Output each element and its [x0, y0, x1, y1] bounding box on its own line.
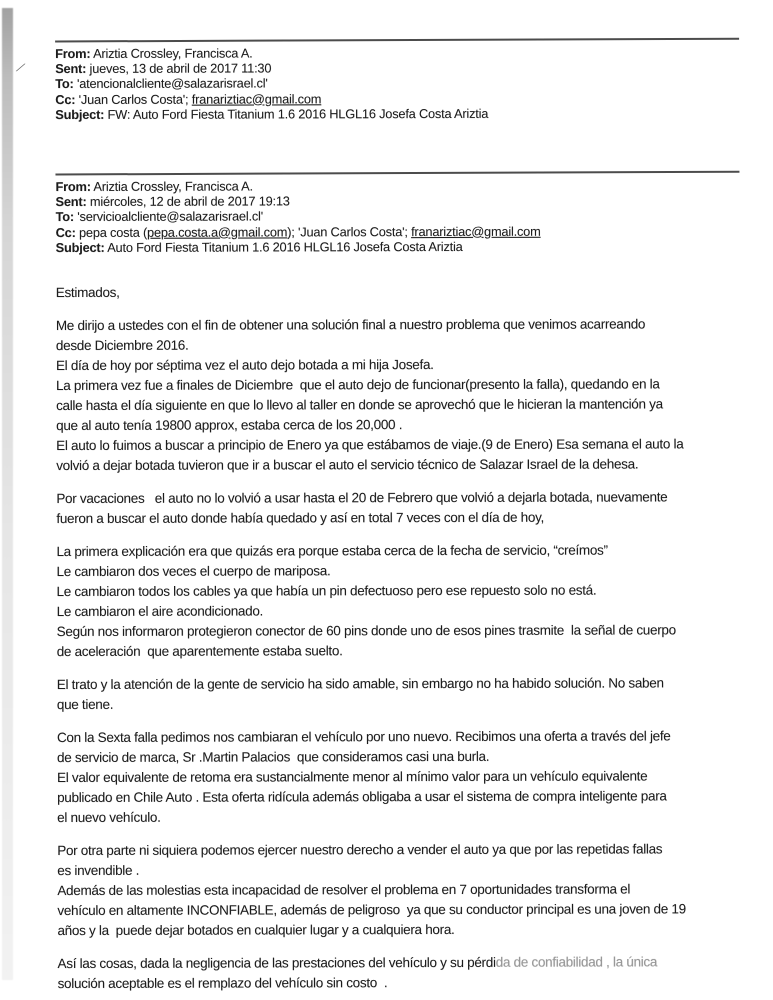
from-value: Ariztia Crossley, Francisca A. — [93, 45, 253, 61]
text-line: Estimados, — [55, 284, 120, 301]
text-line: fueron a buscar el auto donde había quedado y así en total 7 veces con el día de hoy, — [56, 509, 545, 527]
text-line: solución aceptable es el remplazo del vehículo sin costo . — [57, 975, 388, 992]
text-line: El trato y la atención de la gente de servicio ha sido amable, sin embargo no ha habido solución. No saben — [56, 675, 664, 693]
to-value: 'servicioalcliente@salazarisrael.cl' — [77, 208, 263, 225]
cc-label: Cc: — [55, 91, 76, 107]
paragraph — [57, 673, 741, 715]
header-from-line — [55, 44, 739, 61]
email-header-forwarded — [55, 44, 739, 122]
email-body — [56, 281, 742, 994]
text-line: que tiene. — [56, 696, 114, 713]
sent-value: miércoles, 12 de abril de 2017 19:13 — [89, 193, 290, 210]
text-segment: Así las cosas, dada la negligencia de las prestaciones del vehículo y su pérdi — [57, 954, 496, 972]
text-line: El auto lo fuimos a buscar a principio de Enero ya que estábamos de viaje.(9 de Enero) Esa semana el auto la — [56, 436, 684, 454]
text-line: publicado en Chile Auto . Esta oferta ridícula además obligaba a usar el sistema de compra inteligente para — [57, 788, 667, 806]
text-line: es invendible . — [57, 862, 140, 879]
text-line: El valor equivalente de retoma era sustancialmente menor al mínimo valor para un vehículo equivalente — [57, 768, 648, 786]
text-line: vehículo en altamente INCONFIABLE, además de peligroso ya que su conductor principal es una joven de 19 — [57, 901, 686, 919]
from-value: Ariztia Crossley, Francisca A. — [93, 178, 253, 194]
cc-value: pepa costa ( — [78, 224, 148, 240]
text-line: desde Diciembre 2016. — [55, 337, 189, 354]
divider-middle — [55, 171, 739, 176]
to-label: To: — [55, 76, 74, 92]
paragraph — [56, 540, 740, 662]
cc-label: Cc: — [55, 224, 76, 240]
text-line: años y la puede dejar botados en cualquier lugar y a cualquiera hora. — [57, 921, 455, 939]
from-label: From: — [55, 45, 91, 61]
text-line: El día de hoy por séptima vez el auto dejo botada a mi hija Josefa. — [55, 357, 434, 374]
text-line: Además de las molestias esta incapacidad de resolver el problema en 7 oportunidades transforma el — [57, 881, 631, 899]
text-line: Me dirijo a ustedes con el fin de obtener una solución final a nuestro problema que venimos acarreando — [55, 316, 646, 334]
handwritten-mark: ⁄ — [18, 59, 24, 76]
text-line: La primera vez fue a finales de Diciembre que el auto dejo de funcionar(presento la falla), quedando en la — [55, 376, 660, 394]
subject-value: FW: Auto Ford Fiesta Titanium 1.6 2016 HLGL16 Josefa Costa Ariztia — [107, 105, 489, 122]
text-line: Por vacaciones el auto no lo volvió a usar hasta el 20 de Febrero que volvió a dejarla botada, nuevamente — [56, 489, 668, 507]
text-line: Por otra parte ni siquiera podemos ejercer nuestro derecho a vender el auto ya que por las repetidas fallas — [57, 841, 663, 859]
header-subject-line — [56, 238, 740, 255]
subject-label: Subject: — [55, 239, 105, 255]
header-sent-line — [55, 59, 739, 76]
text-line: Le cambiaron dos veces el cuerpo de mariposa. — [56, 563, 331, 580]
text-line: calle hasta el día siguiente en que lo llevo al taller en donde se aprovechó que le hicieran la mantención ya — [56, 396, 663, 414]
header-from-line — [55, 177, 739, 194]
to-label: To: — [55, 209, 74, 225]
text-line: de aceleración que aparentemente estaba suelto. — [56, 643, 343, 660]
cc-email-link: franariztiac@gmail.com — [411, 223, 541, 239]
text-line: Con la Sexta falla pedimos nos cambiaran el vehículo por uno nuevo. Recibimos una oferta a través del jefe — [56, 728, 671, 746]
header-to-line — [55, 75, 739, 92]
paragraph — [56, 487, 740, 529]
text-line — [57, 952, 741, 974]
text-line: La primera explicación era que quizás era porque estaba cerca de la fecha de servicio, “creímos” — [56, 542, 608, 560]
header-subject-line — [55, 105, 739, 122]
to-value: 'atencionalcliente@salazarisrael.cl' — [76, 75, 268, 92]
scan-edge-artifact — [2, 8, 13, 980]
cc-email-link: pepa.costa.a@gmail.com — [147, 224, 288, 240]
header-cc-line — [55, 90, 739, 107]
paragraph — [57, 726, 741, 828]
faded-text-segment: da de confiabilidad , la única — [495, 954, 658, 970]
text-line: que al auto tenía 19800 approx, estaba cerca de los 20,000 . — [56, 417, 403, 434]
subject-label: Subject: — [55, 106, 105, 122]
paragraph — [57, 839, 741, 941]
cc-value: ); 'Juan Carlos Costa'; — [287, 223, 412, 240]
email-content — [55, 0, 742, 1000]
subject-value: Auto Ford Fiesta Titanium 1.6 2016 HLGL16 Josefa Costa Ariztia — [107, 238, 463, 255]
sent-label: Sent: — [55, 194, 87, 210]
cc-email-link: franariztiac@gmail.com — [191, 90, 322, 107]
text-line: Según nos informaron protegieron conector de 60 pins donde uno de esos pines trasmite la señal de cuerpo — [56, 622, 676, 640]
paragraph — [57, 952, 741, 994]
divider-top — [55, 38, 739, 43]
paragraph — [56, 281, 740, 303]
paragraph — [56, 314, 740, 476]
text-line: de servicio de marca, Sr .Martin Palacios que consideramos casi una burla. — [56, 748, 490, 766]
header-to-line — [56, 208, 740, 225]
text-line: el nuevo vehículo. — [57, 809, 161, 826]
sent-label: Sent: — [55, 61, 87, 77]
cc-value: 'Juan Carlos Costa'; — [78, 91, 192, 107]
header-sent-line — [56, 192, 740, 209]
from-label: From: — [55, 178, 91, 195]
email-header-original — [55, 177, 739, 255]
text-line: Le cambiaron todos los cables ya que había un pin defectuoso pero ese repuesto solo no está. — [56, 582, 597, 600]
text-line: Le cambiaron el aire acondicionado. — [56, 603, 264, 620]
sent-value: jueves, 13 de abril de 2017 11:30 — [89, 60, 272, 77]
header-cc-line — [56, 223, 740, 240]
text-line: volvió a dejar botada tuvieron que ir a buscar el auto el servicio técnico de Salazar Israel de la dehesa. — [56, 456, 639, 474]
